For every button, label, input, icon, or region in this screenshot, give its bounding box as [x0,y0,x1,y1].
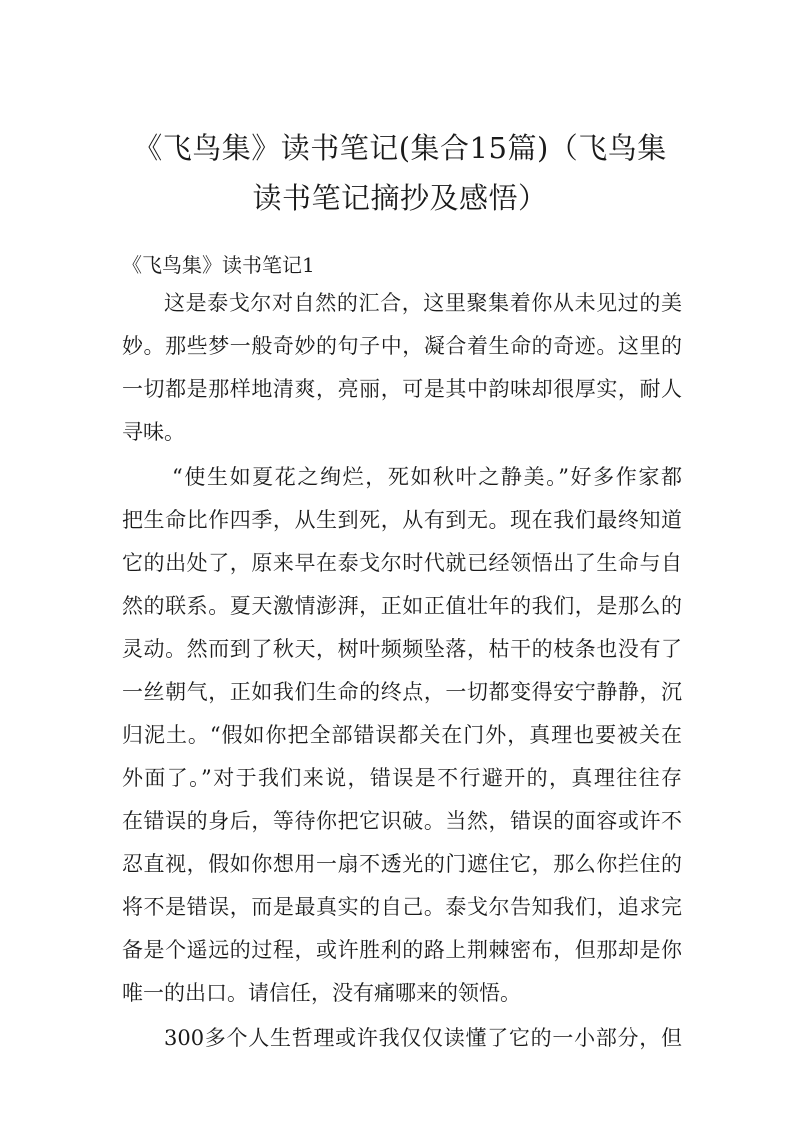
text-line: “使生如夏花之绚烂，死如秋叶之静美。”好多作家都 [172,465,682,489]
document-title-line-1: 《飞鸟集》读书笔记(集合15篇)（飞鸟集 [133,131,667,165]
text-line: 300多个人生哲理或许我仅仅读懂了它的一小部分，但 [164,1026,682,1050]
text-line: 然的联系。夏天激情澎湃，正如正值壮年的我们，是那么的 [122,594,682,618]
text-line: 把生命比作四季，从生到死，从有到无。现在我们最终知道 [122,508,682,532]
text-line: 将不是错误，而是最真实的自己。泰戈尔告知我们，追求完 [122,895,682,919]
text-line: 忍直视，假如你想用一扇不透光的门遮住它，那么你拦住的 [122,852,682,876]
text-line: 归泥土。“假如你把全部错误都关在门外，真理也要被关在 [122,723,682,747]
text-line: 妙。那些梦一般奇妙的句子中，凝合着生命的奇迹。这里的 [122,334,682,358]
text-line: 灵动。然而到了秋天，树叶频频坠落，枯干的枝条也没有了 [122,637,682,661]
text-line: 它的出处了，原来早在泰戈尔时代就已经领悟出了生命与自 [122,551,682,575]
text-line: 唯一的出口。请信任，没有痛哪来的领悟。 [122,981,521,1005]
section-heading: 《飞鸟集》读书笔记1 [122,253,315,277]
text-line: 外面了。”对于我们来说，错误是不行避开的，真理往往存 [122,766,682,790]
text-line: 寻味。 [122,420,185,444]
text-line: 这是泰戈尔对自然的汇合，这里聚集着你从未见过的美 [164,291,682,315]
text-line: 备是个遥远的过程，或许胜利的路上荆棘密布，但那却是你 [122,938,682,962]
text-line: 一丝朝气，正如我们生命的终点，一切都变得安宁静静，沉 [122,680,682,704]
text-line: 在错误的身后，等待你把它识破。当然，错误的面容或许不 [122,809,682,833]
text-line: 一切都是那样地清爽，亮丽，可是其中韵味却很厚实，耐人 [122,377,682,401]
document-title-line-2: 读书笔记摘抄及感悟） [252,181,548,215]
